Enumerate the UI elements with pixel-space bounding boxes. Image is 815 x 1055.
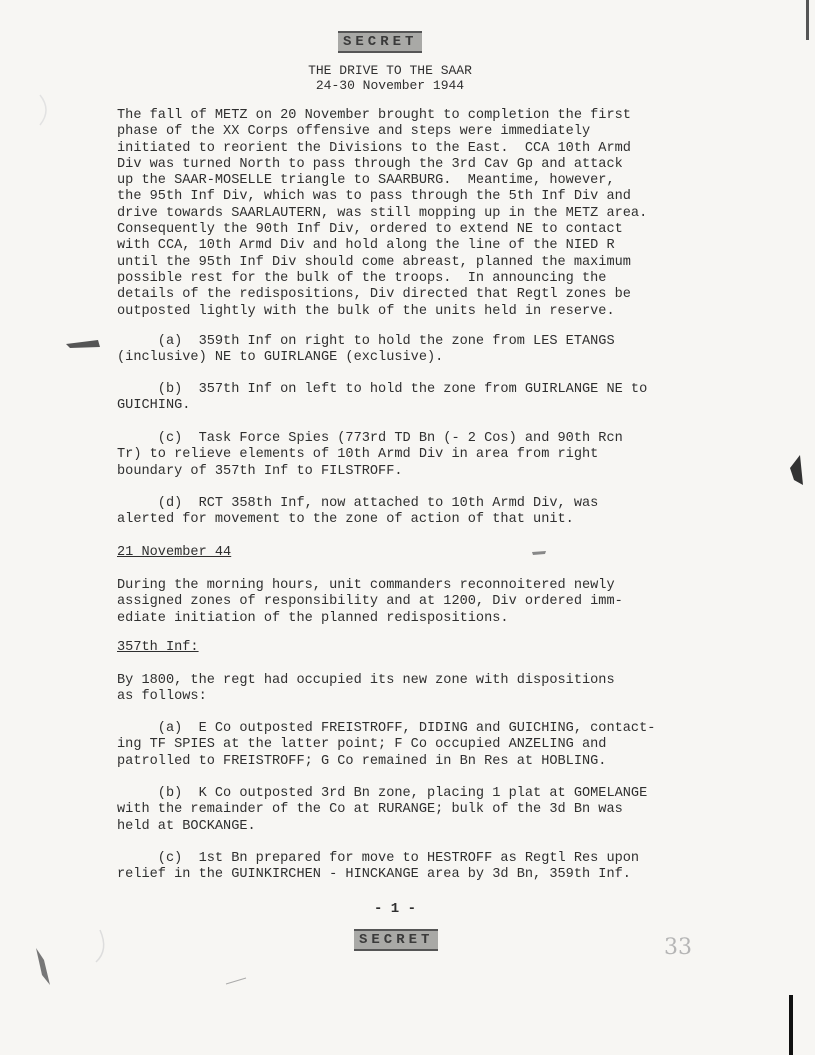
document-date-range: 24-30 November 1944 [315, 78, 465, 93]
morning-paragraph: During the morning hours, unit commanders reconnoitered newly assigned zones of responsibility and at 1200, Div ordered imm- ediate initiation of the planned redispositions. [117, 578, 623, 626]
margin-smudge-left [66, 340, 100, 348]
page-number: - 1 - [374, 901, 417, 917]
margin-mark-right [790, 455, 803, 485]
faint-fold-top [40, 95, 46, 125]
disposition-sub-c: (c) 1st Bn prepared for move to HESTROFF as Regtl Res upon relief in the GUINKIRCHEN - HINCKANGE area by 3d Bn, 359th Inf. [117, 851, 640, 883]
disposition-sub-a: (a) E Co outposted FREISTROFF, DIDING and GUICHING, contact- ing TF SPIES at the latter point; F Co occupied ANZELING and patrolled to FREISTROFF; G Co remained in Bn Res at HOBLING. [117, 721, 656, 769]
date-heading: 21 November 44 [117, 545, 232, 560]
scan-edge-bottom-right [789, 995, 793, 1055]
classification-stamp-bottom: SECRET [354, 929, 438, 951]
disposition-c: (c) Task Force Spies (773rd TD Bn (- 2 Cos) and 90th Rcn Tr) to relieve elements of 10th Armd Div in area from right boundary of 357th Inf to FILSTROFF. [117, 431, 623, 479]
intro-paragraph: The fall of METZ on 20 November brought to completion the first phase of the XX Corps offensive and steps were immediately initiated to reorient the Divisions to the East. CCA 10th Armd Div was turned North to pass through the 3rd Cav Gp and attack up the SAAR-MOSELLE triangle to SAARBURG. Meantime, however, the 95th Inf Div, which was to pass through the 5th Inf Div and drive towards SAARLAUTERN, was still mopping up in the METZ area. Consequently the 90th Inf Div, ordered to extend NE to contact with CCA, 10th Armd Div and hold along the line of the NIED R until the 95th Inf Div should come abreast, planned the maximum possible rest for the bulk of the troops. In announcing the details of the redispositions, Div directed that Regtl zones be outposted lightly with the bulk of the units held in reserve. [117, 108, 648, 319]
disposition-a: (a) 359th Inf on right to hold the zone from LES ETANGS (inclusive) NE to GUIRLANGE (exclusive). [117, 334, 615, 366]
stray-mark [532, 551, 546, 555]
unit-heading: 357th Inf: [117, 640, 199, 655]
handwritten-page-number: 33 [664, 935, 692, 960]
dispositions-intro: By 1800, the regt had occupied its new zone with dispositions as follows: [117, 673, 615, 705]
disposition-d: (d) RCT 358th Inf, now attached to 10th Armd Div, was alerted for movement to the zone of action of that unit. [117, 496, 599, 528]
corner-mark-bottom-left [36, 948, 50, 985]
scan-edge-top-right [806, 0, 809, 40]
faint-mark [226, 978, 246, 984]
classification-stamp-top: SECRET [338, 31, 422, 53]
disposition-b: (b) 357th Inf on left to hold the zone from GUIRLANGE NE to GUICHING. [117, 382, 648, 414]
document-title: THE DRIVE TO THE SAAR [308, 63, 472, 78]
disposition-sub-b: (b) K Co outposted 3rd Bn zone, placing 1 plat at GOMELANGE with the remainder of the Co at RURANGE; bulk of the 3d Bn was held at BOCKANGE. [117, 786, 648, 834]
faint-fold-bottom [96, 930, 104, 962]
